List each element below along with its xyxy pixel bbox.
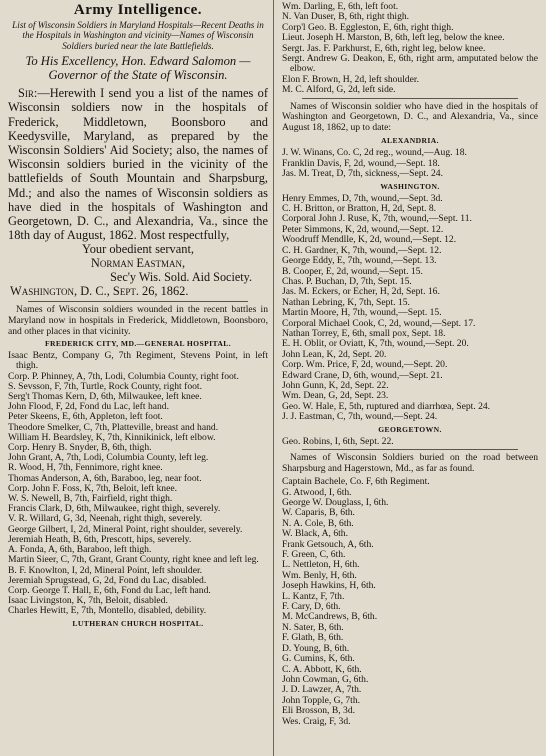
list-item: Woodruff Mendlle, K, 2d, wound,—Sept. 12. [282,234,457,246]
list-item: C. H. Britton, or Bratton, H, 2d, Sept. 8. [282,203,437,215]
georgetown-list [282,437,538,447]
signature-name: Norman Eastman, [90,256,186,271]
section-heading-lutheran: LUTHERAN CHURCH HOSPITAL. [72,618,204,628]
list-item: Jas. M. Eckers, or Echer, H, 2d, Sept. 16. [282,286,440,298]
list-item: Wm. Dean, G, 2d, Sept. 23. [282,390,389,402]
buried-list [282,477,538,727]
letter-text: —Herewith I send you a list of the names of Wisconsin soldiers now in the hospitals of Frederick, Middletown, Boonsboro and Keedysville, Maryland, as prepared by the Wisconsin Soldiers' Aid Society; also, the names of Wisconsin soldiers buried in the vicinity of the battlefields of South Mountain and Sharpsburg, Md.; and also the names of Wisconsin soldiers as have died in the hospitals of Washington and Georgetown, D. C., and Alexandria, Va., since the 18th day of August, 1862. Most respectfully, [8,86,268,243]
list-item: Martin Sieer, C, 7th, Grant, Grant County, right knee and left leg. [8,554,259,566]
died-intro: Names of Wisconsin soldier who have died in the hospitals of Washington and Georgetown, D. C., and Alexandria, Va., since August 18, 1862, up to date: [282,100,538,133]
left-column [4,0,272,756]
list-item: John Topple, G, 7th. [282,694,361,706]
article-title: Army Intelligence. [73,2,203,18]
article-subtitle: List of Wisconsin Soldiers in Maryland Hospitals—Recent Deaths in the Hospitals in Washington and vicinity—Names of Wisconsin Soldiers buried near the late Battlefields. [12,20,264,51]
list-item: M. C. Alford, G, 2d, left side. [282,84,396,96]
list-item: M. McCandrews, B, 6th. [282,611,378,623]
list-item: George W. Douglass, I, 6th. [282,497,389,508]
list-item: Geo. W. Hale, E, 5th, ruptured and diarrhœa, Sept. 24. [282,400,491,412]
list-item: Jeremiah Sprugstead, G, 2d, Fond du Lac, disabled. [8,574,207,586]
list-item: A. Fonda, A, 6th, Baraboo, left thigh. [8,544,152,556]
letter-body [8,86,268,242]
list-item: George Gilbert, I, 2d, Mineral Point, right shoulder, severely. [8,523,243,535]
list-item: F. Glath, B, 6th. [282,632,344,644]
salutation: Sir: [18,86,38,101]
list-item: N. Van Duser, B, 6th, right thigh. [282,11,410,23]
list-item: S. Sevsson, F, 7th, Turtle, Rock County, right foot. [8,380,202,392]
list-item: Frank Getsouch, A, 6th. [282,538,374,550]
wounded-intro: Names of Wisconsin soldiers wounded in the recent battles in Maryland now in hospitals in Frederick, Middletown, Boonsboro, and other places in that vicinity. [8,304,268,337]
dateline: Washington, D. C., Sept. 26, 1862. [10,284,189,299]
list-item: W. Black, A, 6th. [282,528,348,540]
list-item: Peter Simmons, K, 2d, wound,—Sept. 12. [282,223,444,235]
list-item: V. R. Willard, G, 3d, Neenah, right thigh, severely. [8,513,203,525]
list-item: Isaac Bentz, Company G, 7th Regiment, Stevens Point, in left thigh. [8,350,268,372]
list-item: John Gunn, K, 2d, Sept. 22. [282,379,389,391]
list-item: B. Cooper, E, 2d, wound,—Sept. 15. [282,265,423,277]
list-item: John Lean, K, 2d, Sept. 20. [282,348,387,360]
washington-list [282,194,538,423]
list-item: Corp. George T. Hall, E, 6th, Fond du Lac, left hand. [8,584,211,596]
alexandria-list [282,148,538,179]
list-item: Sergt. Andrew G. Deakon, E, 6th, right arm, amputated below the elbow. [282,53,538,75]
buried-intro: Names of Wisconsin Soldiers buried on the road between Sharpsburg and Hagerstown, Md., as far as found. [282,452,538,474]
list-item: Francis Clark, D, 6th, Milwaukee, right thigh, severely. [8,503,221,515]
list-item: Wes. Craig, F, 3d. [282,715,351,727]
list-item: Corp. P. Phinney, A, 7th, Lodi, Columbia County, right foot. [8,370,239,382]
list-item: L. Nettleton, H, 6th. [282,559,360,571]
list-item: F. Cary, D, 6th. [282,601,341,613]
list-item: Elon F. Brown, H, 2d, left shoulder. [282,73,420,85]
section-heading-frederick: FREDERICK CITY, MD.—GENERAL HOSPITAL. [44,339,232,349]
list-item: J. W. Winans, Co. C, 2d reg., wound,—Aug. 18. [282,147,467,159]
list-item: Wm. Darling, E, 6th, left foot. [282,1,399,12]
list-item: Corporal John J. Ruse, K, 7th, wound,—Sept. 11. [282,213,472,225]
list-item: Corporal Michael Cook, C, 2d, wound,—Sept. 17. [282,317,476,329]
list-item: G. Cumins, K, 6th. [282,653,355,665]
list-item: William H. Beardsley, K, 7th, Kinnikinick, left elbow. [8,431,216,443]
list-item: Lieut. Joseph H. Marston, B, 6th, left leg, below the knee. [282,32,505,44]
column-rule [273,0,274,756]
list-item: Captain Bachele, Co. F, 6th Regiment. [282,476,430,488]
list-item: Nathan Lebring, K, 7th, Sept. 15. [282,296,410,308]
list-item: D. Young, B, 6th. [282,642,350,654]
list-item: Wm. Benly, H, 6th. [282,569,357,581]
section-heading-washington: WASHINGTON. [380,181,440,191]
list-item: Chas. P. Buchan, D, 7th, Sept. 15. [282,275,412,287]
section-heading-georgetown: GEORGETOWN. [378,424,442,434]
dedication: To His Excellency, Hon. Edward Salomon —Governor of the State of Wisconsin. [25,54,251,83]
list-item: Sergt. Jas. F. Parkhurst, E, 6th, right leg, below knee. [282,42,486,54]
list-item: N. A. Cole, B, 6th. [282,517,354,529]
list-item: Martin Moore, H, 7th, wound,—Sept. 15. [282,307,442,319]
list-item: L. Kantz, F, 7th. [282,590,345,602]
signature-title: Sec'y Wis. Sold. Aid Society. [110,270,252,285]
list-item: Corp. Henry B. Snyder, B, 6th, thigh. [8,442,152,454]
list-item: Theodore Smelker, C, 7th, Platteville, breast and hand. [8,421,219,433]
list-item: G. Atwood, I, 6th. [282,486,352,498]
list-item: Corp'l Geo. B. Eggleston, E, 6th, right thigh. [282,21,454,33]
list-item: J. D. Lawzer, A, 7th. [282,684,362,696]
list-item: C. H. Gardner, K, 7th, wound,—Sept. 12. [282,244,442,256]
list-item: Thomas Anderson, A, 6th, Baraboo, leg, near foot. [8,472,202,484]
list-item: Corp. John F. Foss, K, 7th, Beloit, left knee. [8,482,177,494]
list-item: Corp. Wm. Price, F, 2d, wound,—Sept. 20. [282,359,448,371]
divider [28,301,248,302]
list-item: Joseph Hawkins, H, 6th. [282,580,376,592]
list-item: W. S. Newell, B, 7th, Fairfield, right thigh. [8,493,173,505]
list-item: N. Sater, B, 6th. [282,621,344,633]
list-item: J. J. Eastman, C, 7th, wound,—Sept. 24. [282,411,438,423]
section-heading-alexandria: ALEXANDRIA. [381,136,439,146]
list-item: George Eddy, E, 7th, wound,—Sept. 13. [282,255,437,267]
list-item: F. Green, C, 6th. [282,549,346,561]
list-item: R. Wood, H, 7th, Fennimore, right knee. [8,462,163,474]
list-item: John Cowman, G, 6th. [282,673,369,685]
divider [302,449,518,450]
list-item: Serg't Thomas Kern, D, 6th, Milwaukee, left knee. [8,391,202,403]
list-item: E. H. Oblit, or Oviatt, K, 7th, wound,—Sept. 20. [282,338,469,350]
list-item: Charles Hewitt, E, 7th, Montello, disabled, debility. [8,605,207,617]
list-item: Edward Crane, D, 6th, wound,—Sept. 21. [282,369,443,381]
list-item: Franklin Davis, F, 2d, wound,—Sept. 18. [282,157,440,169]
list-item: Geo. Robins, I, 6th, Sept. 22. [282,435,394,447]
wounded-list [8,351,268,616]
right-column [276,0,542,756]
list-item: Peter Skeens, E, 6th, Appleton, left foot. [8,411,163,423]
list-item: John Grant, A, 7th, Lodi, Columbia County, left leg. [8,452,209,464]
list-item: W. Caparis, B, 6th. [282,507,355,519]
list-item: Jas. M. Treat, D, 7th, sickness,—Sept. 24. [282,168,443,180]
list-item: Henry Emmes, D, 7th, wound,—Sept. 3d. [282,192,443,204]
list-item: Isaac Livingston, K, 7th, Beloit, disabled. [8,595,168,607]
list-item: Jeremiah Heath, B, 6th, Prescott, hips, severely. [8,533,192,545]
list-item: Eli Brosson, B, 3d. [282,705,356,717]
list-item: John Flood, F, 2d, Fond du Lac, left hand. [8,401,169,413]
list-item: B. F. Knowlton, I, 2d, Mineral Point, left shoulder. [8,564,203,576]
letter-closing: Your obedient servant, [82,242,194,257]
lutheran-list [282,2,538,96]
divider [302,98,518,99]
list-item: Nathan Torrey, E, 6th, small pox, Sept. 18. [282,327,446,339]
list-item: C. A. Abbott, K, 6th. [282,663,362,675]
